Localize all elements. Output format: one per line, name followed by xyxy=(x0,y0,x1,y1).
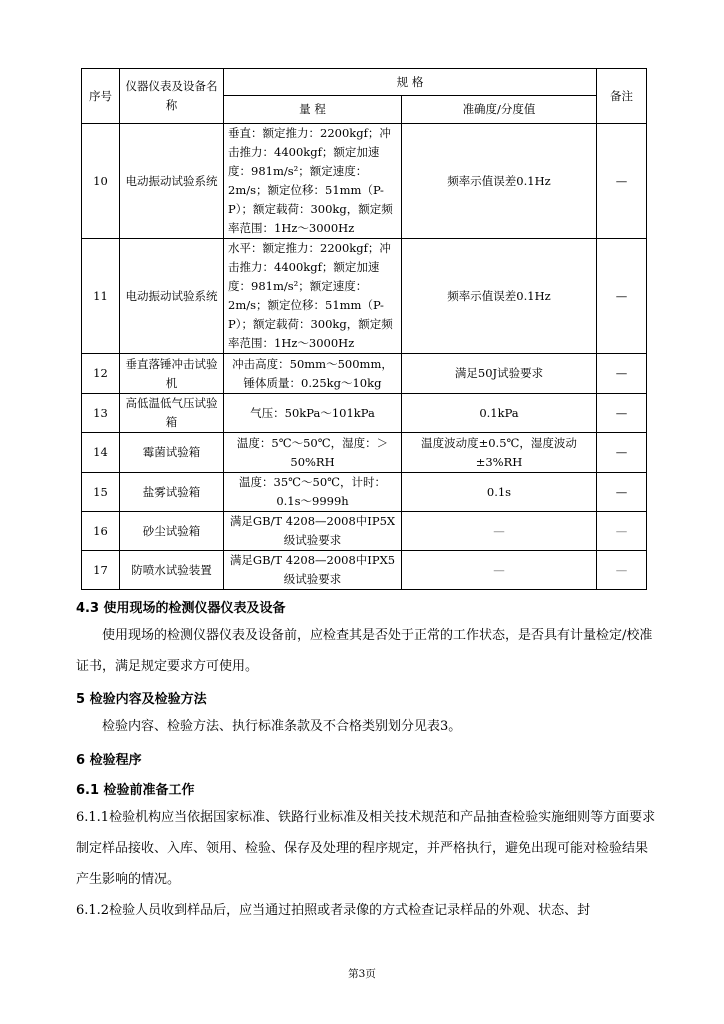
table-row xyxy=(82,239,647,354)
instrument-range: 温度：35℃～50℃，计时：0.1s～9999h xyxy=(224,473,402,512)
instrument-range: 水平：额定推力：2200kgf；冲击推力：4400kgf；额定加速度：981m/s²；额定速度：2m/s；额定位移：51mm（P-P）；额定载荷：300kg，额定频率范围：1Hz～3000Hz xyxy=(224,239,402,354)
instrument-name: 盐雾试验箱 xyxy=(120,473,224,512)
section-4-3-heading: 4.3 使用现场的检测仪器仪表及设备 xyxy=(76,601,286,616)
instrument-accuracy: — xyxy=(402,551,597,590)
row-number: 17 xyxy=(82,551,120,590)
instrument-remark: — xyxy=(597,433,647,473)
header-accuracy: 准确度/分度值 xyxy=(402,96,597,124)
instrument-accuracy: 频率示值误差0.1Hz xyxy=(402,239,597,354)
instrument-name: 电动振动试验系统 xyxy=(120,239,224,354)
instrument-table xyxy=(81,68,647,590)
instrument-accuracy: 0.1kPa xyxy=(402,394,597,433)
instrument-range: 冲击高度：50mm～500mm，锤体质量：0.25kg～10kg xyxy=(224,354,402,394)
table-row xyxy=(82,512,647,551)
section-4-3-paragraph: 使用现场的检测仪器仪表及设备前，应检查其是否处于正常的工作状态，是否具有计量检定/校准证书，满足规定要求方可使用。 xyxy=(76,628,653,674)
row-number: 12 xyxy=(82,354,120,394)
instrument-accuracy: 满足50J试验要求 xyxy=(402,354,597,394)
instrument-range: 垂直：额定推力：2200kgf；冲击推力：4400kgf；额定加速度：981m/s²；额定速度：2m/s；额定位移：51mm（P-P）；额定载荷：300kg，额定频率范围：1Hz～3000Hz xyxy=(224,124,402,239)
row-number: 15 xyxy=(82,473,120,512)
instrument-remark: — xyxy=(597,239,647,354)
instrument-remark: — xyxy=(597,512,647,551)
table-row xyxy=(82,433,647,473)
page-number: 第3页 xyxy=(348,968,376,980)
table-row xyxy=(82,124,647,239)
section-6-1-2-paragraph: 6.1.2检验人员收到样品后，应当通过拍照或者录像的方式检查记录样品的外观、状态、封 xyxy=(76,903,591,918)
instrument-accuracy: — xyxy=(402,512,597,551)
instrument-name: 垂直落锤冲击试验机 xyxy=(120,354,224,394)
header-range: 量 程 xyxy=(224,96,402,124)
instrument-remark: — xyxy=(597,354,647,394)
header-remark: 备注 xyxy=(597,69,647,124)
header-spec: 规 格 xyxy=(224,69,597,96)
instrument-accuracy: 0.1s xyxy=(402,473,597,512)
row-number: 10 xyxy=(82,124,120,239)
instrument-remark: — xyxy=(597,551,647,590)
table-row xyxy=(82,551,647,590)
header-name: 仪器仪表及设备名称 xyxy=(120,69,224,124)
row-number: 13 xyxy=(82,394,120,433)
section-5-paragraph: 检验内容、检验方法、执行标准条款及不合格类别划分见表3。 xyxy=(102,719,462,734)
section-6-heading: 6 检验程序 xyxy=(76,753,142,768)
instrument-name: 防喷水试验装置 xyxy=(120,551,224,590)
section-5-heading: 5 检验内容及检验方法 xyxy=(76,692,207,707)
section-6-1-1-paragraph: 6.1.1检验机构应当依据国家标准、铁路行业标准及相关技术规范和产品抽查检验实施细则等方面要求制定样品接收、入库、领用、检验、保存及处理的程序规定，并严格执行，避免出现可能对检验结果产生影响的情况。 xyxy=(76,810,656,887)
instrument-remark: — xyxy=(597,473,647,512)
instrument-accuracy: 频率示值误差0.1Hz xyxy=(402,124,597,239)
instrument-name: 电动振动试验系统 xyxy=(120,124,224,239)
table-row xyxy=(82,354,647,394)
table-row xyxy=(82,394,647,433)
instrument-name: 砂尘试验箱 xyxy=(120,512,224,551)
row-number: 14 xyxy=(82,433,120,473)
instrument-range: 满足GB/T 4208—2008中IP5X级试验要求 xyxy=(224,512,402,551)
instrument-name: 高低温低气压试验箱 xyxy=(120,394,224,433)
row-number: 11 xyxy=(82,239,120,354)
instrument-name: 霉菌试验箱 xyxy=(120,433,224,473)
instrument-range: 气压：50kPa～101kPa xyxy=(224,394,402,433)
instrument-remark: — xyxy=(597,124,647,239)
header-seq: 序号 xyxy=(82,69,120,124)
instrument-range: 满足GB/T 4208—2008中IPX5级试验要求 xyxy=(224,551,402,590)
instrument-range: 温度：5℃～50℃，湿度：＞50%RH xyxy=(224,433,402,473)
instrument-remark: — xyxy=(597,394,647,433)
instrument-accuracy: 温度波动度±0.5℃，湿度波动±3%RH xyxy=(402,433,597,473)
section-6-1-heading: 6.1 检验前准备工作 xyxy=(76,783,195,798)
table-row xyxy=(82,473,647,512)
row-number: 16 xyxy=(82,512,120,551)
